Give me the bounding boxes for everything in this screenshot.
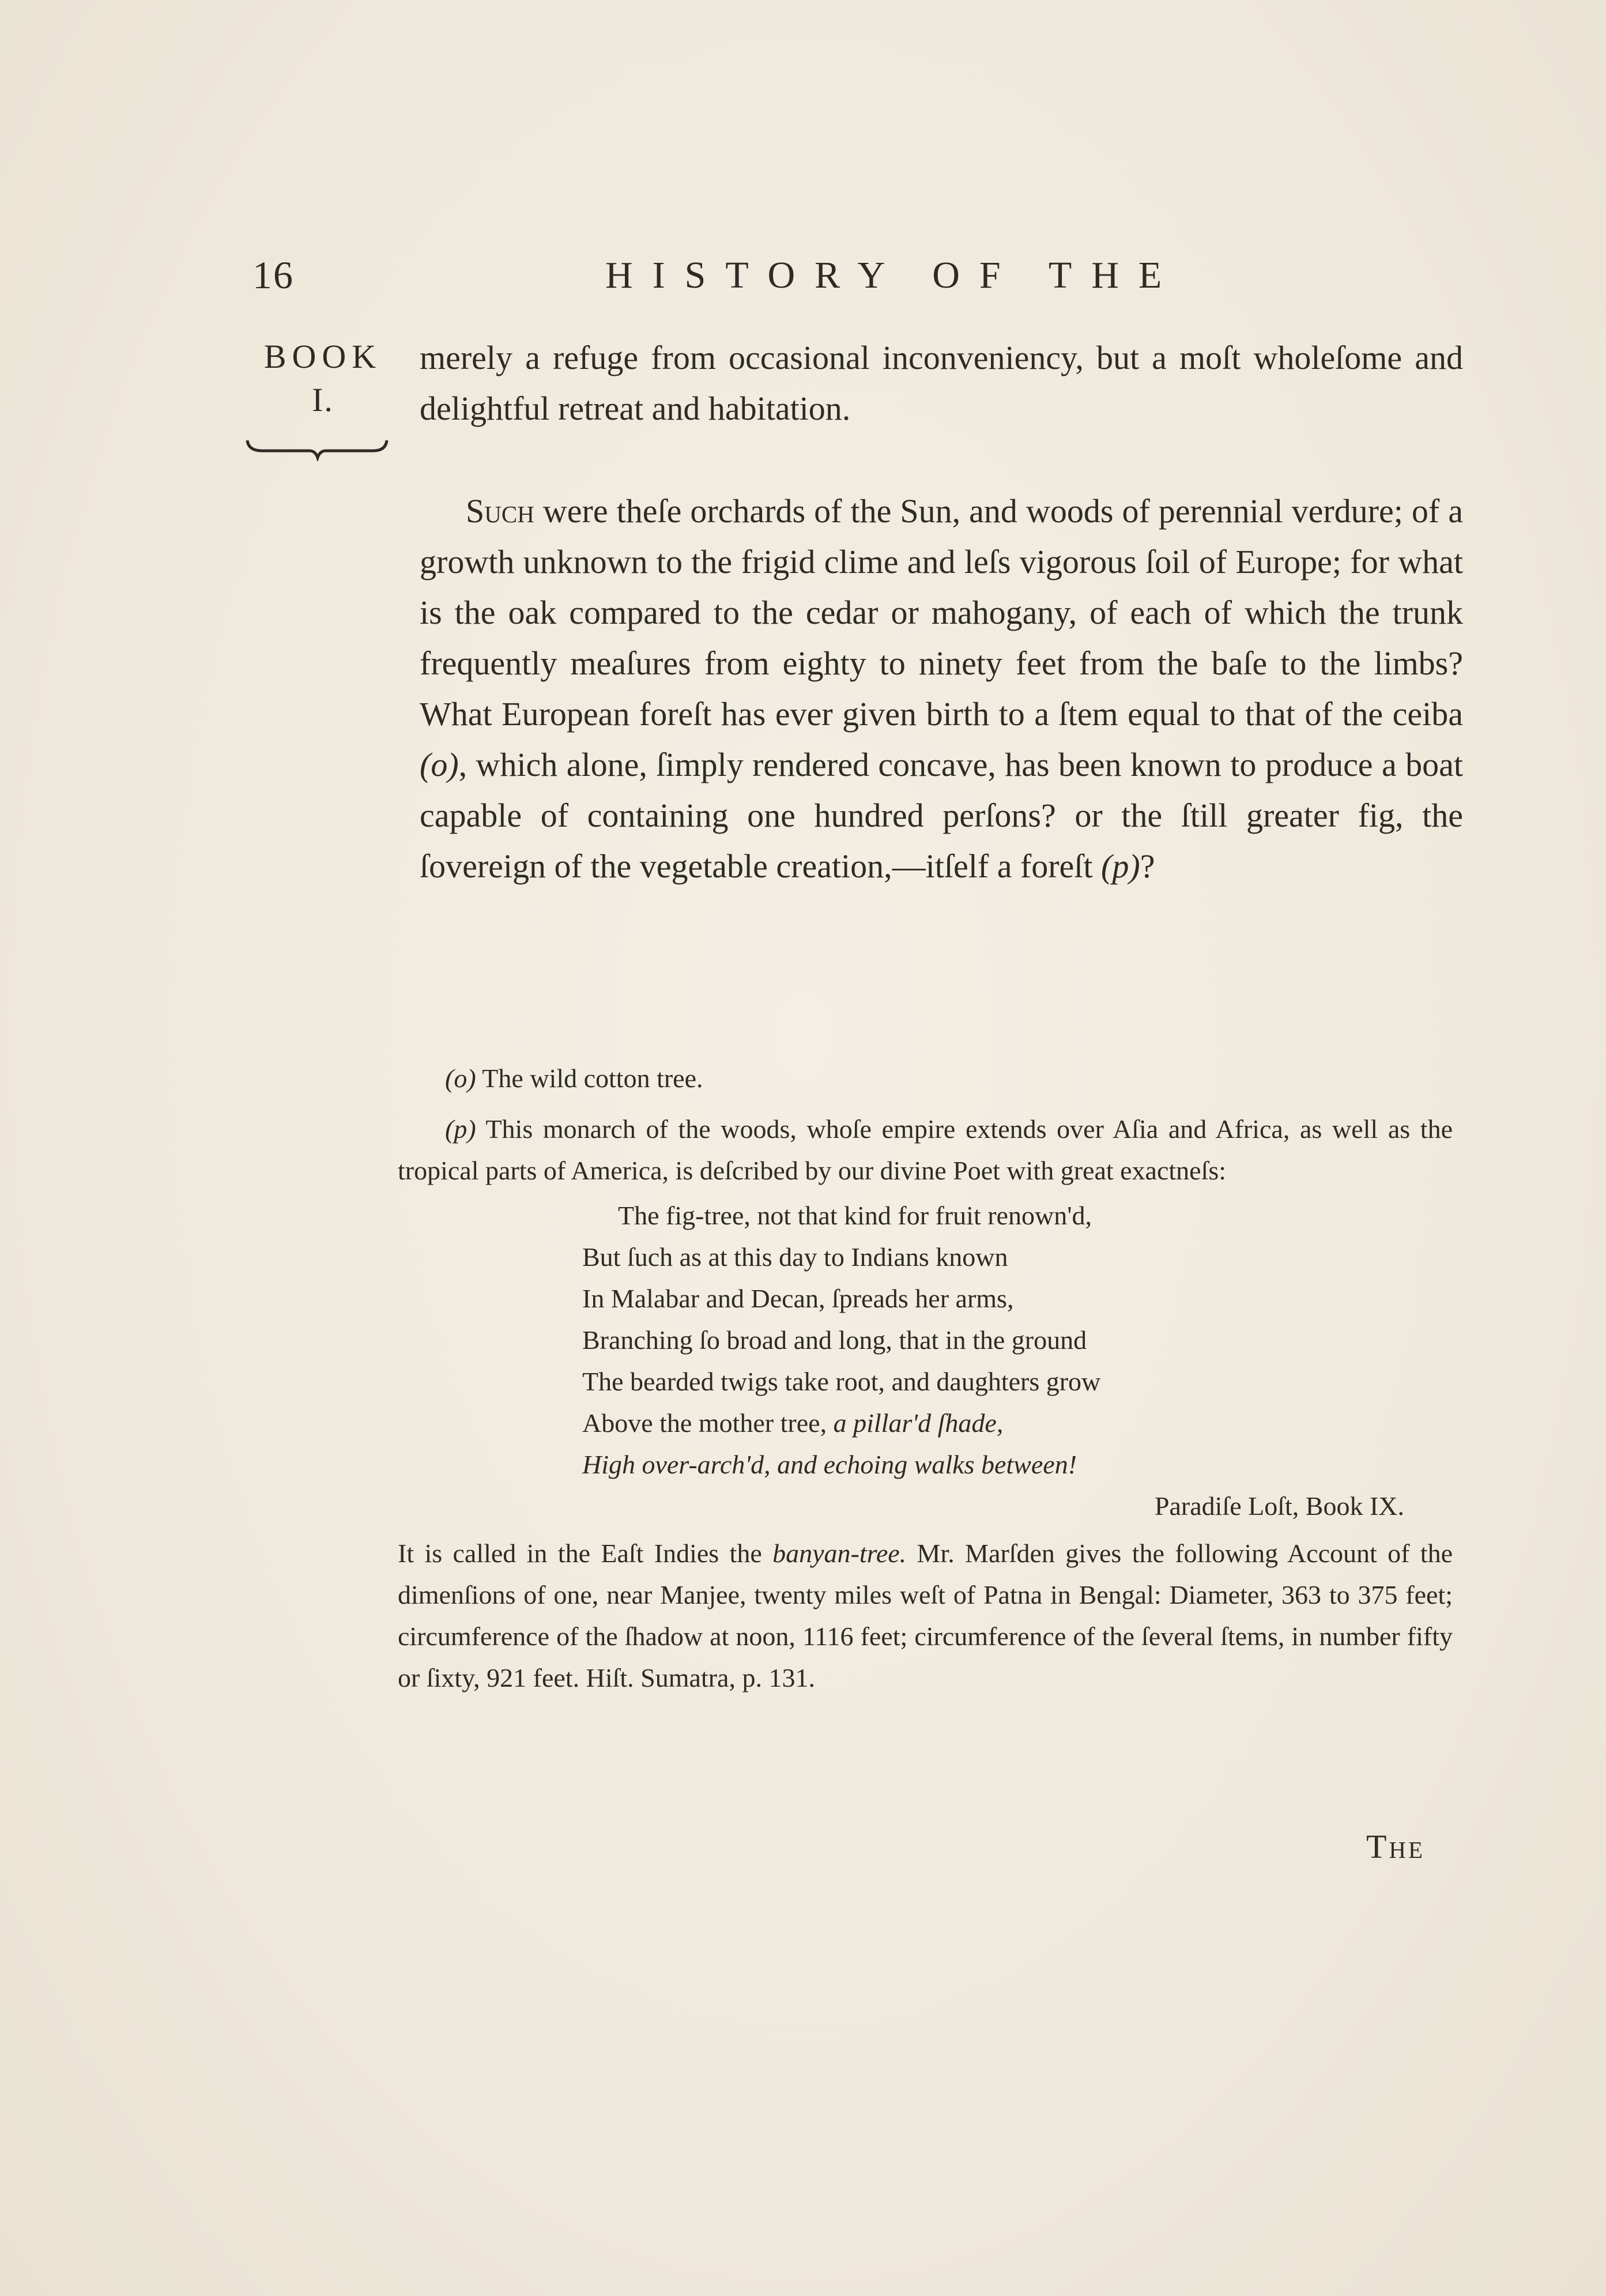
poem-line: The fig-tree, not that kind for fruit renown'd, xyxy=(618,1201,1092,1230)
footnote-o-marker: (o) xyxy=(445,1064,476,1093)
running-head: HISTORY OF THE xyxy=(605,254,1182,296)
body-text xyxy=(420,333,1463,892)
footnotes xyxy=(398,1058,1453,1699)
paragraph-segment-1: were theſe orchards of the Sun, and woods of perennial verdure; of a growth unknown to the frigid clime and leſs vigorous ſoil of Europe; for what is the oak compared to the cedar or mahogany, of each of which the trunk frequently meaſures from eighty to ninety feet from the baſe to the limbs? What European foreſt has ever given birth to a ſtem equal to that of the ceiba xyxy=(420,492,1463,733)
margin-book-label: BOOK xyxy=(263,338,382,375)
poem-line-7: High over-arch'd, and echoing walks between! xyxy=(582,1450,1077,1479)
footnote-p-marker: (p) xyxy=(445,1114,476,1144)
margin-book-note xyxy=(254,337,392,419)
lead-word: Such xyxy=(466,492,534,530)
footnote-ref-p[interactable]: (p) xyxy=(1101,847,1140,885)
footnote-p xyxy=(398,1109,1453,1192)
catchword: The xyxy=(1366,1828,1426,1865)
poem-quotation xyxy=(582,1195,1453,1486)
footnote-tail-2: Mr. Marſden gives the following Account of the dimenſions of one, near Manjee, twenty miles weſt of Patna in Bengal: Diameter, 363 to 375 feet; circumference of the ſhadow at noon, 1116 feet; circumference of the ſeveral ſtems, in number fifty or ſixty, 921 feet. Hiſt. Sumatra, p. 131. xyxy=(398,1539,1453,1692)
poem-line-6-plain: Above the mother tree, xyxy=(582,1408,834,1438)
footnote-ref-o[interactable]: (o) xyxy=(420,746,459,783)
footnote-tail-italic: banyan-tree. xyxy=(772,1539,907,1568)
poem-line-6-italic: a pillar'd ſhade, xyxy=(833,1408,1004,1438)
poem-line: But ſuch as at this day to Indians known xyxy=(582,1242,1008,1272)
page-number: 16 xyxy=(252,253,294,297)
poem-line-6 xyxy=(582,1403,1453,1444)
continuation-paragraph: merely a refuge from occasional inconveniency, but a moſt wholeſome and delightful retreat and habitation. xyxy=(420,339,1463,427)
footnote-p-continuation xyxy=(398,1533,1453,1699)
main-paragraph xyxy=(420,486,1463,892)
footnote-tail-1: It is called in the Eaſt Indies the xyxy=(398,1539,773,1568)
paragraph-segment-3: ? xyxy=(1140,847,1155,885)
poem-line: The bearded twigs take root, and daughters grow xyxy=(582,1367,1101,1396)
margin-brace-ornament xyxy=(245,438,389,461)
footnote-p-text: This monarch of the woods, whoſe empire extends over Aſia and Africa, as well as the tropical parts of America, is deſcribed by our divine Poet with great exactneſs: xyxy=(398,1114,1453,1185)
paragraph-segment-2: , which alone, ſimply rendered concave, has been known to produce a boat capable of containing one hundred perſons? or the ſtill greater fig, the ſovereign of the vegetable creation,—itſelf a foreſt xyxy=(420,746,1463,885)
footnote-o xyxy=(398,1058,1453,1099)
footnote-o-text: The wild cotton tree. xyxy=(476,1064,703,1093)
poem-line: In Malabar and Decan, ſpreads her arms, xyxy=(582,1284,1014,1313)
margin-book-number: I. xyxy=(312,381,334,419)
poem-attribution: Paradiſe Loſt, Book IX. xyxy=(1154,1491,1404,1521)
poem-line: Branching ſo broad and long, that in the ground xyxy=(582,1325,1087,1355)
